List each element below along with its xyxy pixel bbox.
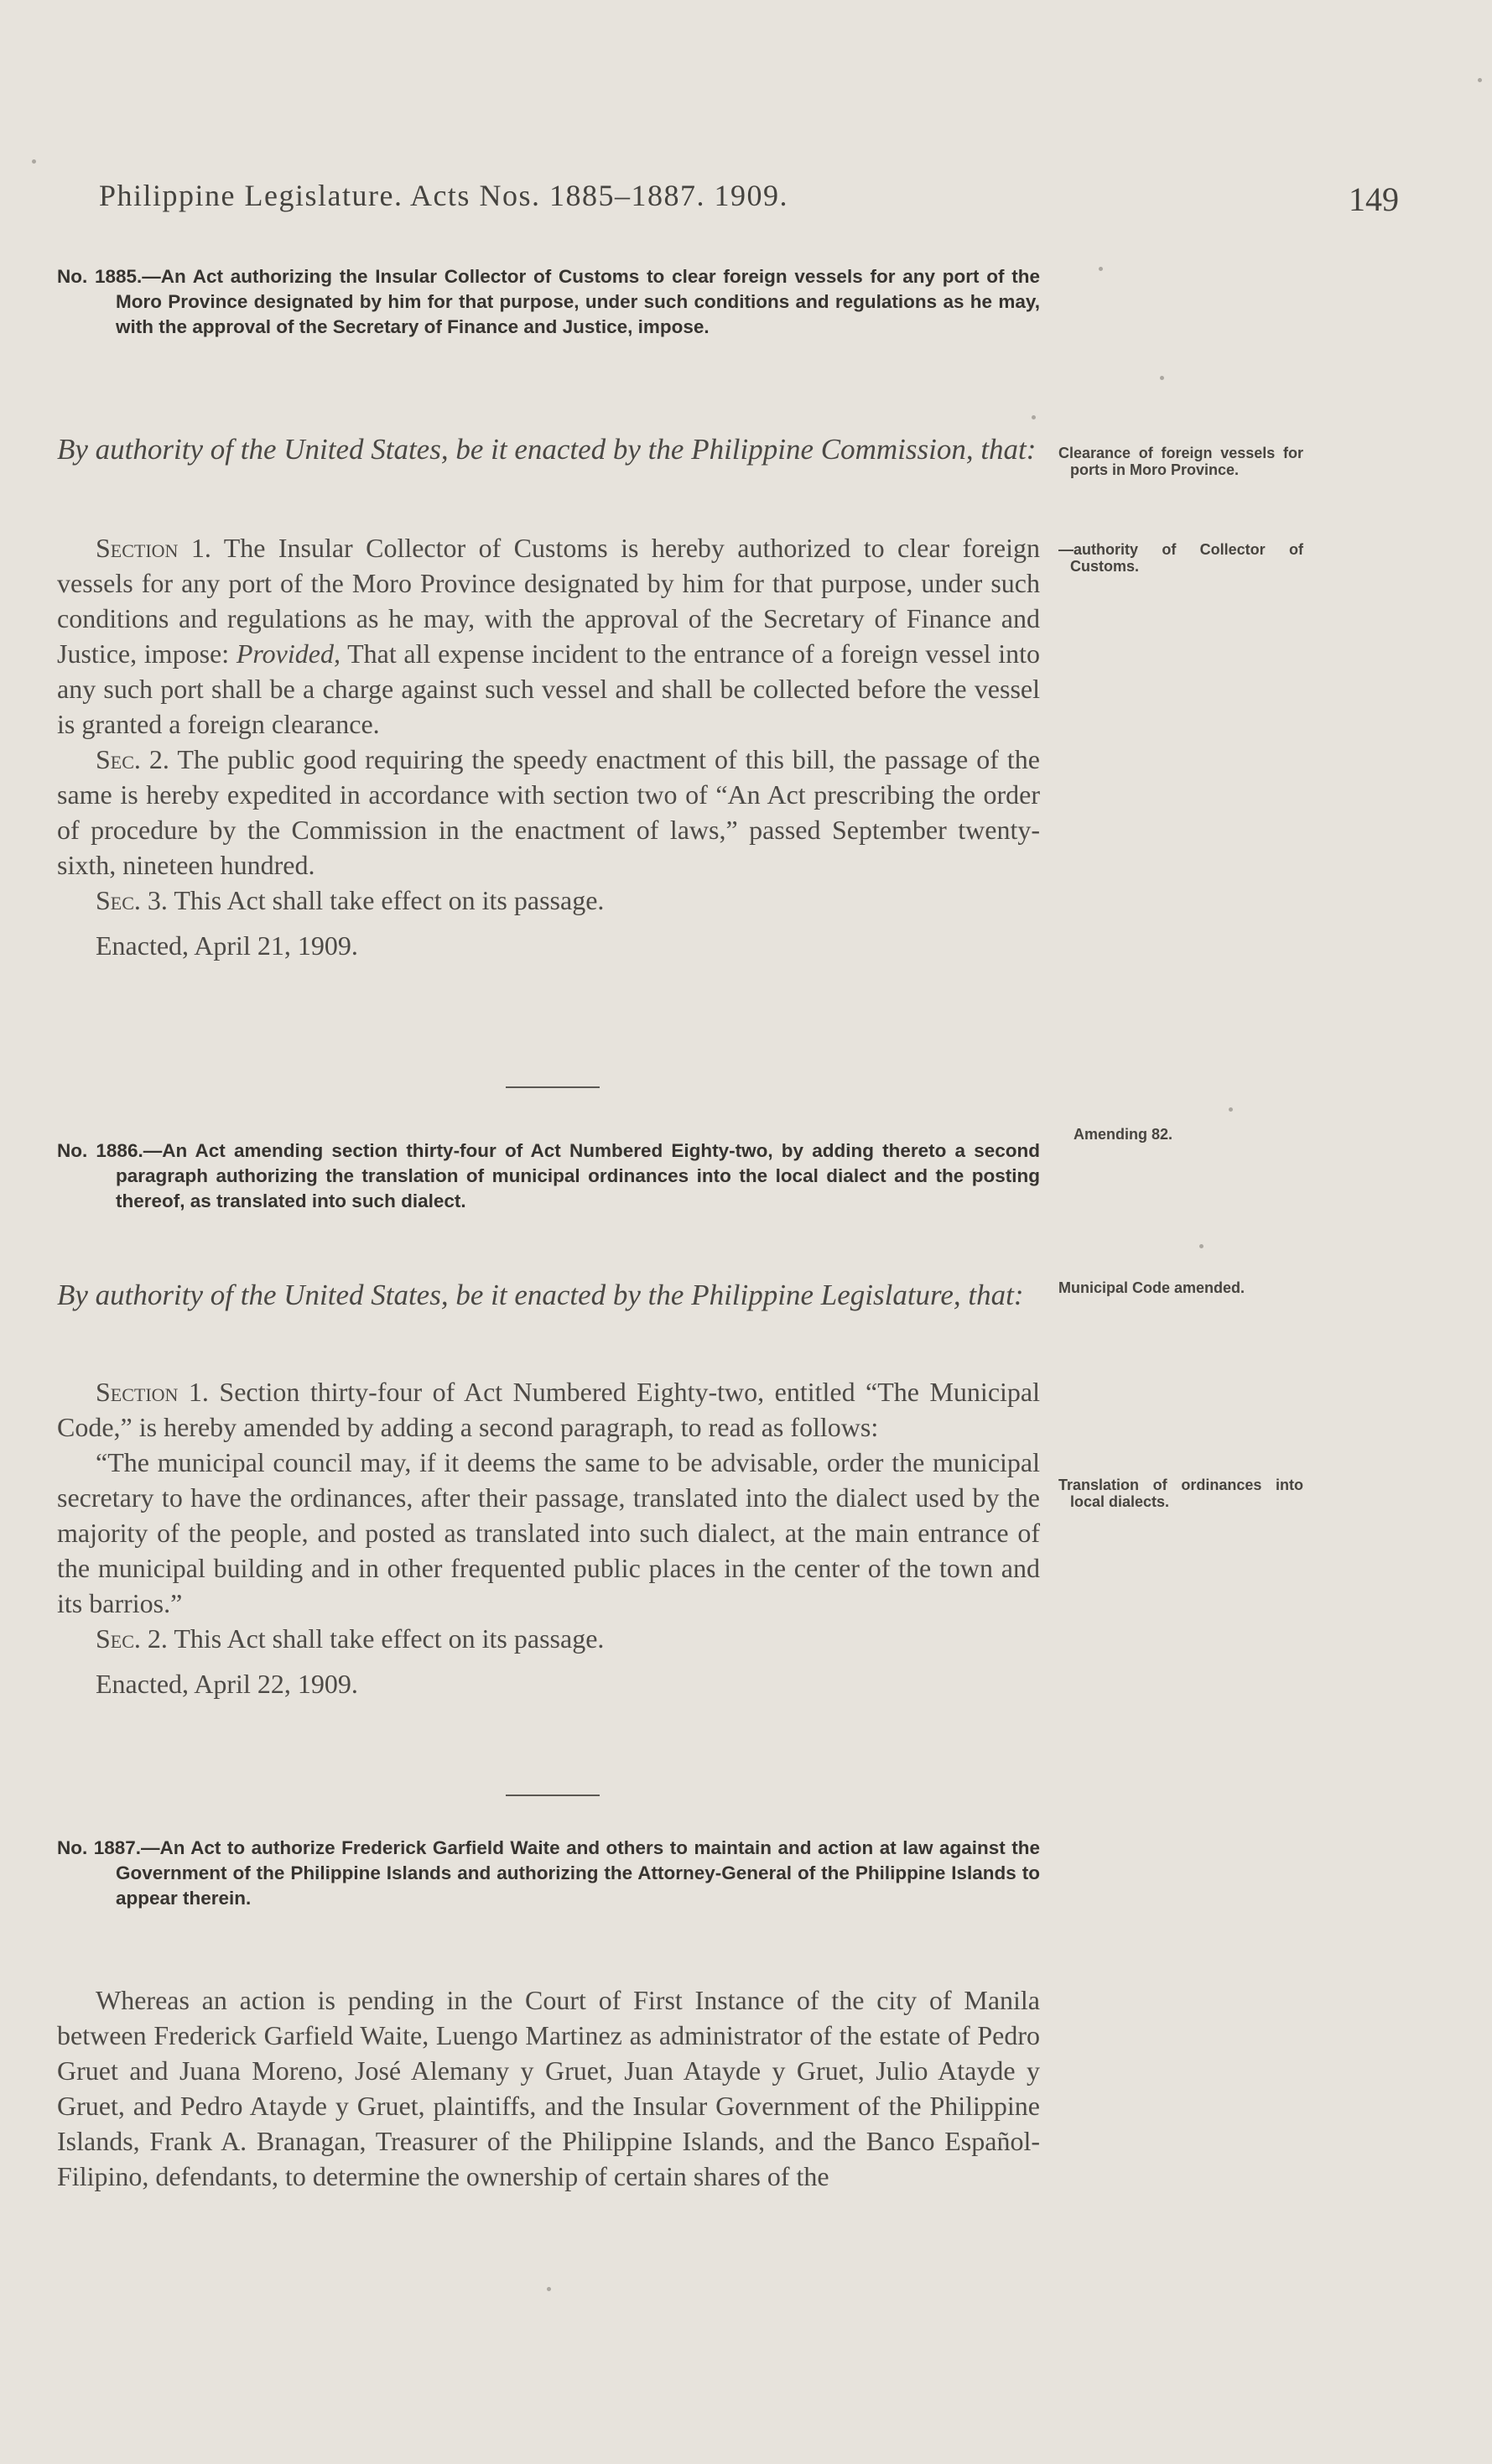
act-1887-heading-block — [57, 1836, 1040, 1911]
enacting-clause: By authority of the United States, be it enacted by the Philippine Legislature, that: — [57, 1279, 1024, 1311]
margin-note: Translation of ordinances into local dialects. — [1058, 1477, 1303, 1510]
margin-note: —authority of Collector of Customs. — [1058, 541, 1303, 575]
act-1885-heading-block — [57, 264, 1040, 340]
scan-speck — [1229, 1107, 1233, 1112]
section-label: Sec. 3. — [96, 885, 168, 915]
section-text: This Act shall take effect on its passage. — [174, 885, 605, 915]
margin-note: Amending 82. — [1074, 1126, 1173, 1143]
act-1886-heading-block — [57, 1138, 1040, 1214]
running-title: Philippine Legislature. Acts Nos. 1885–1887. 1909. — [99, 179, 788, 212]
enacted-date: Enacted, April 21, 1909. — [96, 930, 358, 961]
section-paragraph — [57, 530, 1040, 742]
section-paragraph — [57, 1374, 1040, 1445]
scan-speck — [1478, 78, 1482, 82]
scan-speck — [1160, 376, 1164, 380]
scan-speck — [1032, 415, 1036, 419]
section-label: Section 1. — [96, 1377, 209, 1407]
scan-speck — [1199, 1244, 1203, 1248]
margin-note: Municipal Code amended. — [1058, 1279, 1245, 1296]
section-text: “The municipal council may, if it deems the same to be advisable, order the municipal secretary to have the ordinances, after their passage, translated into the dialect used by the majority of the people, and posted as translated into such dialect, at the main entrance of the municipal building and in other frequented public places in the center of the town and its barrios.” — [57, 1447, 1040, 1618]
section-text: This Act shall take effect on its passage. — [174, 1623, 605, 1654]
act-heading: No. 1887.—An Act to authorize Frederick Garfield Waite and others to maintain and action at law against the Government of the Philippine Islands and authorizing the Attorney-General of the Philippine Islands to appear therein. — [57, 1837, 1040, 1909]
act-1885-enacting-block — [57, 432, 1040, 467]
section-paragraph — [57, 883, 1040, 918]
margin-note: Clearance of foreign vessels for ports in Moro Province. — [1058, 445, 1303, 478]
act-1885-body — [57, 530, 1040, 963]
running-head — [99, 178, 1399, 220]
section-label: Sec. 2. — [96, 1623, 168, 1654]
proviso-word: Provided, — [236, 638, 341, 669]
section-divider — [506, 1795, 600, 1796]
enacted-date: Enacted, April 22, 1909. — [96, 1669, 358, 1699]
section-divider — [506, 1086, 600, 1088]
act-heading: No. 1885.—An Act authorizing the Insular Collector of Customs to clear foreign vessels for any port of the Moro Province designated by him for that purpose, under such conditions and regulations as he may, with the approval of the Secretary of Finance and Justice, impose. — [57, 266, 1040, 337]
act-heading: No. 1886.—An Act amending section thirty-four of Act Numbered Eighty-two, by adding thereto a second paragraph authorizing the translation of municipal ordinances into the local dialect and the posting thereof, as translated into such dialect. — [57, 1140, 1040, 1211]
act-1886-body — [57, 1374, 1040, 1701]
section-paragraph — [57, 1621, 1040, 1656]
enacting-clause: By authority of the United States, be it enacted by the Philippine Commission, that: — [57, 433, 1037, 466]
section-label: Sec. 2. — [96, 744, 169, 774]
section-text: The Insular Collector of Customs is hereby authorized to clear foreign vessels for any port of the Moro Province designated by him for that purpose, under such conditions and regulations as he may, with the approval of the Secretary of Finance and Justice, impose: — [57, 533, 1041, 669]
section-text: Section thirty-four of Act Numbered Eighty-two, entitled “The Municipal Code,” is hereby amended by adding a second paragraph, to read as follows: — [57, 1377, 1041, 1442]
page-number: 149 — [1349, 180, 1399, 218]
section-label: Section 1. — [96, 533, 211, 563]
act-1886-enacting-block — [57, 1278, 1040, 1313]
section-paragraph — [57, 742, 1040, 883]
scan-speck — [1099, 267, 1103, 271]
quoted-paragraph — [57, 1445, 1040, 1621]
act-1887-body — [57, 1982, 1040, 2194]
section-text: The public good requiring the speedy enactment of this bill, the passage of the same is hereby expedited in accordance with section two of “An Act prescribing the order of procedure by the Commission in the enactment of laws,” passed September twenty-sixth, nineteen hundred. — [57, 744, 1041, 880]
section-text: That all expense incident to the entrance of a foreign vessel into any such port shall be a charge against such vessel and shall be collected before the vessel is granted a foreign clearance. — [57, 638, 1041, 739]
scan-speck — [547, 2287, 551, 2291]
scan-speck — [32, 159, 36, 164]
preamble-paragraph: Whereas an action is pending in the Court of First Instance of the city of Manila between Frederick Garfield Waite, Luengo Martinez as administrator of the estate of Pedro Gruet and Juana Moreno, José Alemany y Gruet, Juan Atayde y Gruet, Julio Atayde y Gruet, and Pedro Atayde y Gruet, plaintiffs, and the Insular Government of the Philippine Islands, Frank A. Branagan, Treasurer of the Philippine Islands, and the Banco Español-Filipino, defendants, to determine the ownership of certain shares of the — [57, 1985, 1040, 2191]
